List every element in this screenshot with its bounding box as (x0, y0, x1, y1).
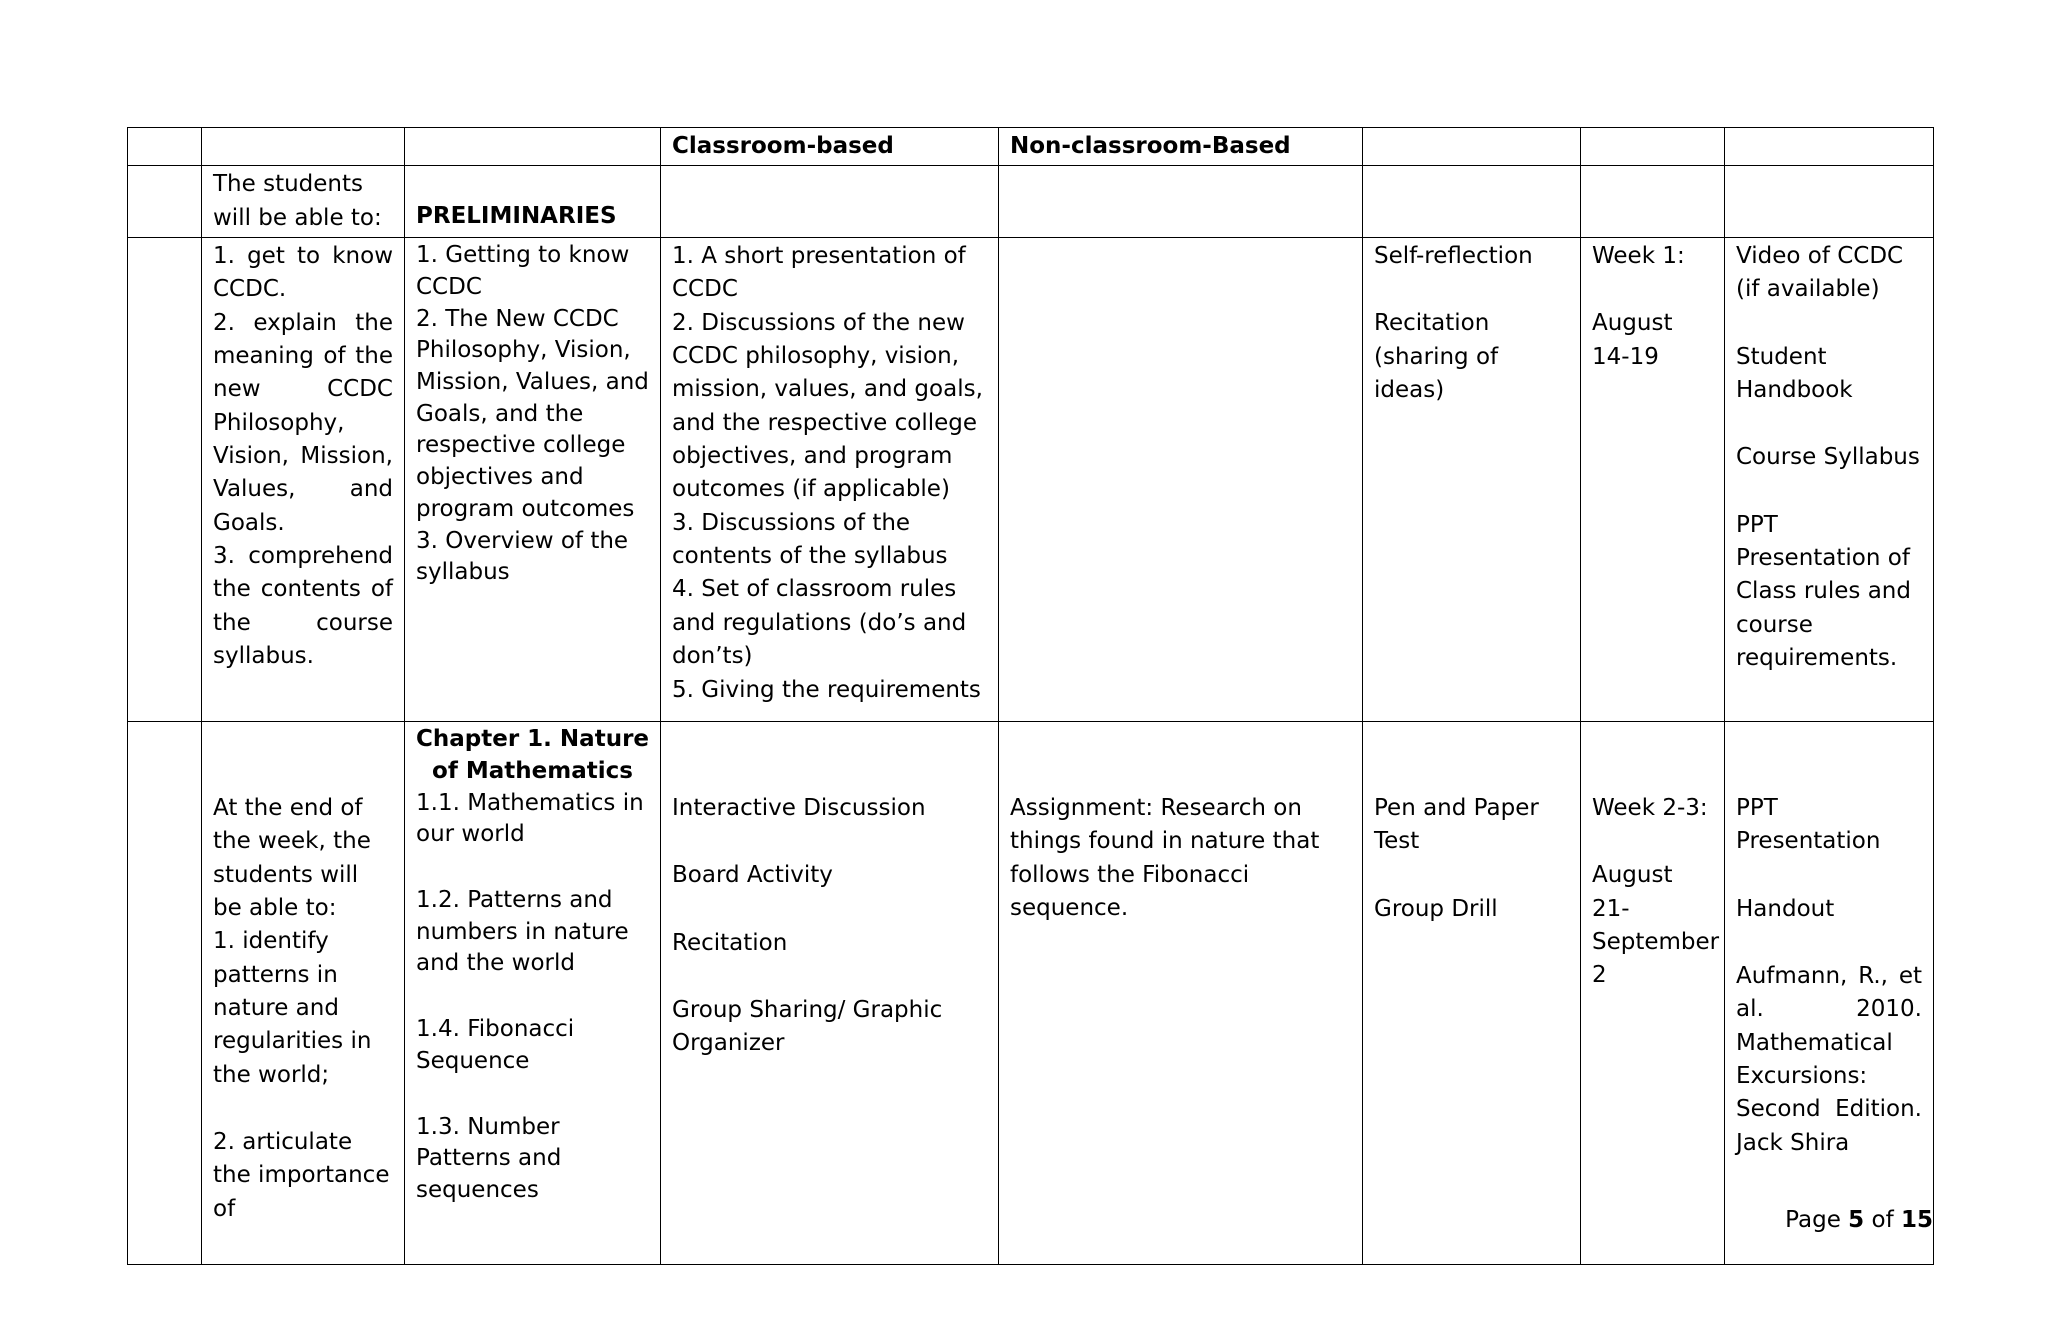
resource-item: Handout (1736, 895, 1835, 922)
learning-outcomes-cell (202, 238, 405, 722)
resource-item: PPT Presentation of Class rules and course requirements. (1736, 511, 1911, 672)
week-dates: August 14-19 (1592, 310, 1673, 370)
topic-item: 1.3. Number Patterns and sequences (416, 1113, 562, 1204)
empty-cell (1581, 128, 1725, 166)
learning-outcome-cell (202, 166, 405, 238)
intro-row (128, 166, 1934, 238)
empty-cell (128, 238, 202, 722)
empty-cell (1363, 166, 1581, 238)
topic-item: 3. Overview of the syllabus (416, 527, 629, 586)
empty-cell (128, 166, 202, 238)
week-dates: August 21-September 2 (1592, 862, 1720, 989)
outcome-item: 3. comprehend the contents of the course syllabus. (213, 543, 393, 670)
resource-item: Aufmann, R., et al. 2010. Mathematical Excursions: Second Edition. Jack Shira (1736, 963, 1922, 1156)
assignment-text: Assignment: Research on things found in nature that follows the Fibonacci sequence. (1010, 795, 1320, 922)
assessment-item: Group Drill (1374, 895, 1498, 922)
classroom-activity: 4. Set of classroom rules and regulations (do’s and don’ts) (672, 576, 967, 670)
assessment-item: Pen and Paper Test (1374, 795, 1539, 855)
header-row (128, 128, 1934, 166)
resources-cell (1725, 238, 1934, 722)
assessment-cell (1363, 238, 1581, 722)
outcome-intro-line: The students (213, 171, 363, 198)
classroom-header: Classroom-based (661, 128, 999, 166)
empty-cell (405, 128, 661, 166)
empty-cell (202, 128, 405, 166)
page-prefix: Page (1785, 1207, 1841, 1233)
outcome-intro-line: will be able to: (213, 204, 382, 231)
outcome-intro: At the end of the week, the students will be able to: (213, 795, 371, 922)
topic-item: 1.2. Patterns and numbers in nature and the world (416, 886, 629, 977)
resource-item: PPT Presentation (1736, 795, 1881, 855)
resource-item: Course Syllabus (1736, 444, 1920, 471)
topic-item: 1. Getting to know CCDC (416, 242, 630, 300)
topics-cell (405, 238, 661, 722)
topic-cell (405, 166, 661, 238)
week-label: Week 1: (1592, 243, 1685, 270)
classroom-activity: Recitation (672, 929, 788, 956)
topic-item: 1.1. Mathematics in our world (416, 789, 644, 848)
classroom-activity: Board Activity (672, 862, 833, 889)
total-pages: 15 (1900, 1207, 1933, 1233)
resource-item: Student Handbook (1736, 343, 1853, 404)
empty-cell (999, 166, 1363, 238)
empty-cell (128, 128, 202, 166)
assessment-item: Self-reflection (1374, 243, 1533, 270)
schedule-cell (1581, 238, 1725, 722)
empty-cell (1581, 166, 1725, 238)
resource-item: Video of CCDC (if available) (1736, 243, 1904, 303)
page-of: of (1871, 1207, 1894, 1233)
week-label: Week 2-3: (1592, 795, 1708, 822)
week1-row (128, 238, 1934, 722)
assessment-cell (1363, 722, 1581, 1265)
page-number (1785, 1207, 1933, 1233)
empty-cell (1725, 128, 1934, 166)
outcome-item: 2. articulate the importance of (213, 1129, 390, 1222)
classroom-activity: 5. Giving the requirements (672, 676, 981, 703)
week2-row (128, 722, 1934, 1265)
classroom-activity: 3. Discussions of the contents of the syllabus (672, 509, 948, 570)
empty-cell (128, 722, 202, 1265)
topic-item: 2. The New CCDC Philosophy, Vision, Mission, Values, and Goals, and the respective college objectives and program outcomes (416, 305, 649, 522)
empty-cell (1725, 166, 1934, 238)
classroom-activities-cell (661, 238, 999, 722)
syllabus-table (127, 127, 1934, 1265)
empty-cell (661, 166, 999, 238)
non-classroom-activities-cell (999, 238, 1363, 722)
classroom-activity: Interactive Discussion (672, 795, 926, 822)
assessment-item: Recitation (sharing of ideas) (1374, 310, 1499, 404)
empty-cell (1363, 128, 1581, 166)
outcome-item: 1. get to know CCDC. (213, 243, 393, 303)
preliminaries-heading: PRELIMINARIES (416, 203, 617, 230)
classroom-activity: Group Sharing/ Graphic Organizer (672, 997, 943, 1057)
schedule-cell (1581, 722, 1725, 1265)
topic-item: 1.4. Fibonacci Sequence (416, 1016, 575, 1074)
learning-outcomes-cell (202, 722, 405, 1265)
classroom-activity: 1. A short presentation of CCDC (672, 243, 966, 303)
topics-cell (405, 722, 661, 1265)
non-classroom-activities-cell (999, 722, 1363, 1265)
chapter-title: Chapter 1. Nature of Mathematics (416, 726, 650, 784)
classroom-activities-cell (661, 722, 999, 1265)
outcome-item: 1. identify patterns in nature and regularities in the world; (213, 928, 372, 1088)
resources-cell (1725, 722, 1934, 1265)
current-page: 5 (1848, 1207, 1865, 1233)
outcome-item: 2. explain the meaning of the new CCDC Philosophy, Vision, Mission, Values, and Goals. (213, 309, 393, 536)
classroom-activity: 2. Discussions of the new CCDC philosophy, vision, mission, values, and goals, and the respective college objectives, and program outcomes (if applicable) (672, 309, 983, 503)
non-classroom-header: Non-classroom-Based (999, 128, 1363, 166)
